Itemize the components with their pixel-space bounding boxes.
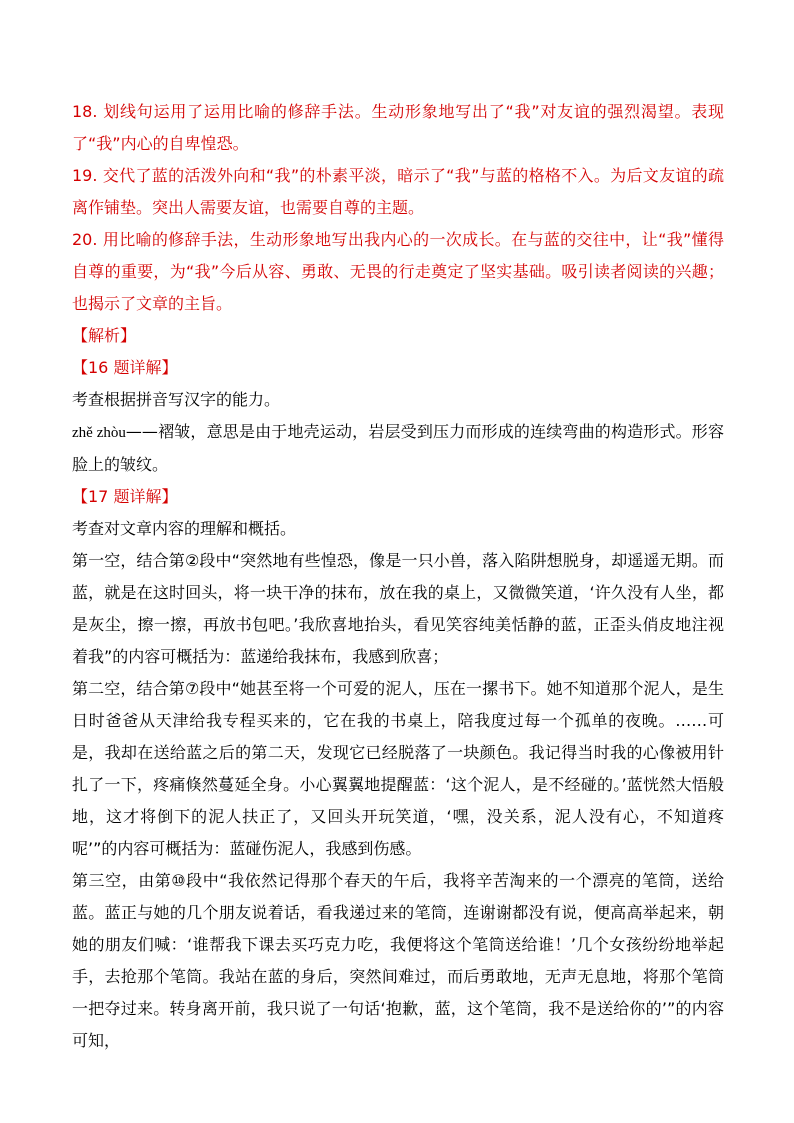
q16-body: ——褶皱，意思是由于地壳运动，岩层受到压力而形成的连续弯曲的构造形式。形容脸上的皱纹。: [72, 422, 724, 474]
q16-explanation: [72, 416, 724, 481]
q17-intro: 考查对文章内容的理解和概括。: [72, 519, 297, 538]
answer-18: 18. 划线句运用了运用比喻的修辞手法。生动形象地写出了“我”对友谊的强烈渴望。表现了“我”内心的自卑惶恐。: [72, 102, 724, 153]
q17-paragraph-2: 第二空，结合第⑦段中“她甚至将一个可爱的泥人，压在一摞书下。她不知道那个泥人，是生日时爸爸从天津给我专程买来的，它在我的书桌上，陪我度过每一个孤单的夜晚。……可是，我却在送给蓝之后的第二天，发现它已经脱落了一块颜色。我记得当时我的心像被用针扎了一下，疼痛倏然蔓延全身。小心翼翼地提醒蓝：‘这个泥人，是不经碰的。’蓝恍然大悟般地，这才将倒下的泥人扶正了，又回头开玩笑道，‘嘿，没关系，泥人没有心，不知道疼呢’”的内容可概括为：蓝碰伤泥人，我感到伤感。: [72, 679, 724, 858]
q16-pinyin: zhě zhòu: [72, 425, 126, 441]
q17-paragraph-1: 第一空，结合第②段中“突然地有些惶恐，像是一只小兽，落入陷阱想脱身，却遥遥无期。而蓝，就是在这时回头，将一块干净的抹布，放在我的桌上，又微微笑道，‘许久没有人坐，都是灰尘，擦一擦，再放书包吧。’我欣喜地抬头，看见笑容纯美恬静的蓝，正歪头俏皮地注视着我”的内容可概括为：蓝递给我抹布，我感到欣喜；: [72, 551, 724, 666]
q16-intro: 考查根据拼音写汉字的能力。: [72, 390, 281, 409]
q17-heading: 【17 题详解】: [72, 487, 178, 506]
answer-19: 19. 交代了蓝的活泼外向和“我”的朴素平淡，暗示了“我”与蓝的格格不入。为后文友谊的疏离作铺垫。突出人需要友谊，也需要自尊的主题。: [72, 166, 724, 217]
q16-heading: 【16 题详解】: [72, 358, 178, 377]
document-body: [72, 96, 724, 1057]
answer-20: 20. 用比喻的修辞手法，生动形象地写出我内心的一次成长。在与蓝的交往中，让“我”懂得自尊的重要，为“我”今后从容、勇敢、无畏的行走奠定了坚实基础。吸引读者阅读的兴趣；也揭示了文章的主旨。: [72, 230, 724, 313]
analysis-heading: 【解析】: [72, 326, 137, 345]
q17-paragraph-3: 第三空，由第⑩段中“我依然记得那个春天的午后，我将辛苦淘来的一个漂亮的笔筒，送给蓝。蓝正与她的几个朋友说着话，看我递过来的笔筒，连谢谢都没有说，便高高举起来，朝她的朋友们喊：‘谁帮我下课去买巧克力吃，我便将这个笔筒送给谁！’几个女孩纷纷地举起手，去抢那个笔筒。我站在蓝的身后，突然间难过，而后勇敢地，无声无息地，将那个笔筒一把夺过来。转身离开前，我只说了一句话‘抱歉，蓝，这个笔筒，我不是送给你的’”的内容可知，: [72, 871, 724, 1050]
